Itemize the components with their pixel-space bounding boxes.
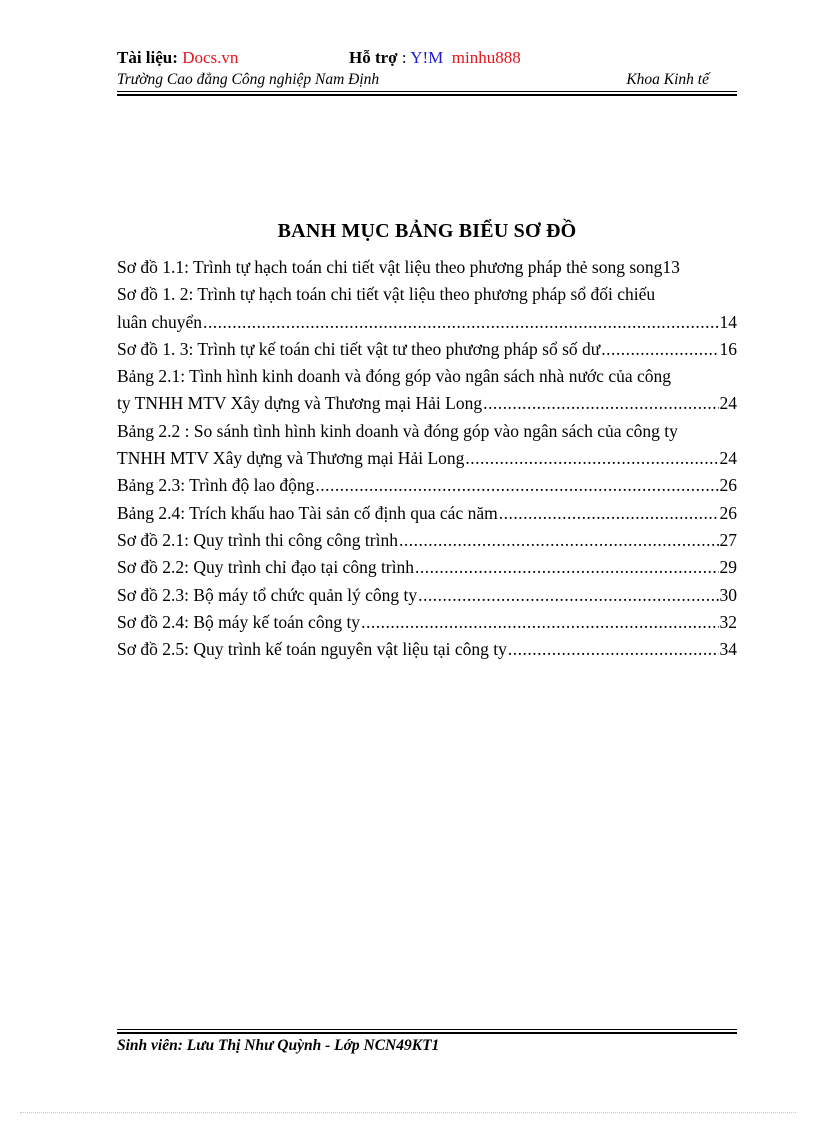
- toc-entry-text: luân chuyển: [117, 311, 203, 332]
- header-school-line: [117, 71, 737, 89]
- footer-divider: [117, 1029, 737, 1034]
- toc-page-number: 30: [719, 584, 737, 605]
- toc-leader-dots: [315, 472, 718, 499]
- toc-entry[interactable]: [117, 636, 737, 663]
- toc-entry[interactable]: [117, 527, 737, 554]
- footer-student: Sinh viên: Lưu Thị Như Quỳnh - Lớp NCN49KT1: [117, 1037, 440, 1054]
- toc-leader-dots: [361, 609, 718, 636]
- support-info: [349, 48, 521, 68]
- support-ym: Y!M: [410, 48, 444, 67]
- header-source-line: [117, 48, 737, 68]
- toc-entry[interactable]: [117, 500, 737, 527]
- support-sep: :: [397, 48, 411, 67]
- toc-entry[interactable]: [117, 336, 737, 363]
- toc-entry[interactable]: [117, 554, 737, 581]
- toc-entry-text: Sơ đồ 2.1: Quy trình thi công công trình: [117, 529, 398, 550]
- support-id: minhu888: [451, 48, 521, 67]
- toc-entry[interactable]: [117, 582, 737, 609]
- support-label: Hỗ trợ: [349, 48, 398, 67]
- toc-entry-text: Bảng 2.2 : So sánh tình hình kinh doanh và đóng góp vào ngân sách của công ty: [117, 420, 678, 441]
- toc-entry-text: Sơ đồ 1.1: Trình tự hạch toán chi tiết vật liệu theo phương pháp thẻ song song13: [117, 257, 680, 277]
- toc-leader-dots: [415, 554, 719, 581]
- toc-entry-text: Sơ đồ 2.5: Quy trình kế toán nguyên vật liệu tại công ty: [117, 639, 507, 660]
- toc-entry[interactable]: [117, 445, 737, 472]
- toc-page-number: 34: [719, 639, 737, 660]
- doc-label: Tài liệu: [117, 48, 173, 67]
- toc-entry[interactable]: [117, 418, 737, 445]
- header-divider: [117, 91, 737, 96]
- page-title: BANH MỤC BẢNG BIỂU SƠ ĐỒ: [277, 220, 577, 242]
- doc-site-link[interactable]: Docs.vn: [182, 48, 239, 67]
- toc-entry[interactable]: [117, 281, 737, 308]
- toc-page-number: 29: [719, 557, 737, 578]
- toc-leader-dots: [499, 500, 719, 527]
- toc-entry[interactable]: [117, 390, 737, 417]
- toc-entry-text: Sơ đồ 2.3: Bộ máy tổ chức quản lý công ty: [117, 584, 418, 605]
- toc-entry[interactable]: [117, 254, 737, 281]
- doc-sep: :: [172, 48, 183, 67]
- toc-page-number: 24: [719, 393, 737, 414]
- toc-entry-text: Bảng 2.1: Tình hình kinh doanh và đóng góp vào ngân sách nhà nước của công: [117, 366, 672, 387]
- toc-page-number: 16: [719, 338, 737, 359]
- toc-page-number: 26: [719, 475, 737, 496]
- toc-entry[interactable]: [117, 472, 737, 499]
- toc-entry-text: Bảng 2.3: Trình độ lao động: [117, 475, 315, 496]
- toc-entry-text: Sơ đồ 2.2: Quy trình chỉ đạo tại công trình: [117, 557, 414, 578]
- page-bottom-border: [20, 1112, 796, 1113]
- toc-entry-text: ty TNHH MTV Xây dựng và Thương mại Hải Long: [117, 393, 483, 414]
- toc-leader-dots: [483, 390, 718, 417]
- toc-page-number: 14: [719, 311, 737, 332]
- toc-leader-dots: [508, 636, 719, 663]
- toc-entry[interactable]: [117, 309, 737, 336]
- toc-entry-text: Bảng 2.4: Trích khấu hao Tài sản cố định qua các năm: [117, 502, 498, 523]
- toc-entry[interactable]: [117, 363, 737, 390]
- toc-entry-text: Sơ đồ 1. 2: Trình tự hạch toán chi tiết vật liệu theo phương pháp sổ đối chiếu: [117, 284, 656, 305]
- school-name: Trường Cao đẳng Công nghiệp Nam Định: [117, 71, 380, 88]
- toc-leader-dots: [418, 582, 718, 609]
- toc-entry[interactable]: [117, 609, 737, 636]
- toc-leader-dots: [203, 309, 718, 336]
- toc-entry-text: TNHH MTV Xây dựng và Thương mại Hải Long: [117, 448, 465, 469]
- department-name: Khoa Kinh tế: [626, 71, 709, 88]
- toc-entry-text: Sơ đồ 1. 3: Trình tự kế toán chi tiết vật tư theo phương pháp sổ số dư: [117, 338, 601, 359]
- toc-entry-text: Sơ đồ 2.4: Bộ máy kế toán công ty: [117, 611, 361, 632]
- toc-leader-dots: [399, 527, 719, 554]
- toc-page-number: 32: [719, 611, 737, 632]
- toc-leader-dots: [465, 445, 718, 472]
- toc-page-number: 24: [719, 448, 737, 469]
- toc-page-number: 26: [719, 502, 737, 523]
- toc-leader-dots: [601, 336, 718, 363]
- toc-page-number: 27: [719, 529, 737, 550]
- table-of-figures: [117, 254, 737, 663]
